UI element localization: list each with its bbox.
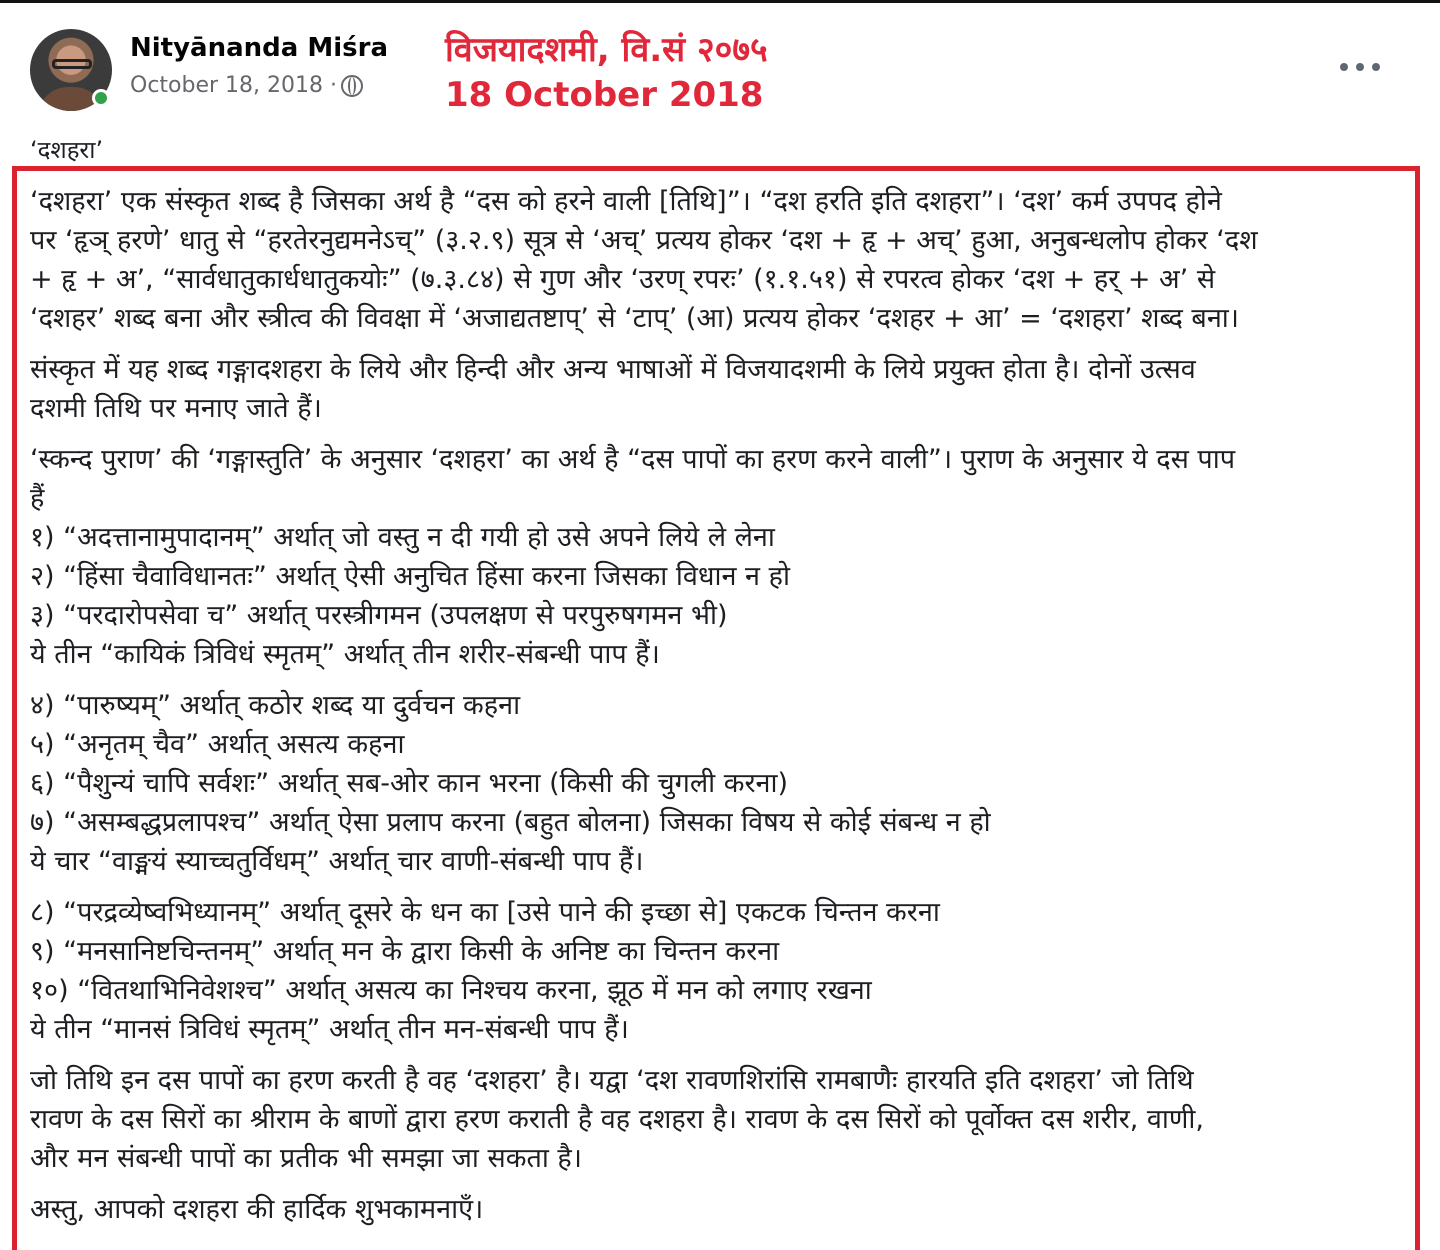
more-dot xyxy=(1356,63,1364,71)
author-name[interactable]: Nityānanda Miśra xyxy=(130,33,388,63)
list-item: ४) “पारुष्यम्” अर्थात् कठोर शब्द या दुर्वचन कहना xyxy=(30,690,521,721)
paragraph-speech-sins xyxy=(30,686,1400,881)
text-line: रावण के दस सिरों का श्रीराम के बाणों द्वारा हरण कराती है वह दशहरा है। रावण के दस सिरों को पूर्वोक्त दस शरीर, वाणी, xyxy=(30,1104,1205,1135)
overlay-date-english: 18 October 2018 xyxy=(445,75,764,115)
text-line: ये तीन “मानसं त्रिविधं स्मृतम्” अर्थात् तीन मन-संबन्धी पाप हैं। xyxy=(30,1014,629,1045)
list-item: ८) “परद्रव्येष्वभिध्यानम्” अर्थात् दूसरे के धन का [उसे पाने की इच्छा से] एकटक चिन्तन करना xyxy=(30,897,940,928)
post-body xyxy=(30,182,1400,1241)
author-avatar[interactable] xyxy=(30,29,112,111)
text-line: ये तीन “कायिकं त्रिविधं स्मृतम्” अर्थात् तीन शरीर-संबन्धी पाप हैं। xyxy=(30,639,660,670)
paragraph-ravana xyxy=(30,1061,1400,1178)
text-line: ‘दशहर’ शब्द बना और स्त्रीत्व की विवक्षा में ‘अजाद्यतष्टाप्’ से ‘टाप्’ (आ) प्रत्यय होकर ‘दशहर + आ’ = ‘दशहरा’ शब्द बना। xyxy=(30,303,1240,334)
list-item: ५) “अनृतम् चैव” अर्थात् असत्य कहना xyxy=(30,729,405,760)
post-date[interactable]: October 18, 2018 · xyxy=(130,73,337,98)
list-item: ३) “परदारोपसेवा च” अर्थात् परस्त्रीगमन (उपलक्षण से परपुरुषगमन भी) xyxy=(30,600,728,631)
post-title: ‘दशहरा’ xyxy=(30,136,104,164)
text-line: दशमी तिथि पर मनाए जाते हैं। xyxy=(30,393,322,424)
paragraph-mind-sins xyxy=(30,893,1400,1049)
list-item: ९) “मनसानिष्टचिन्तनम्” अर्थात् मन के द्वारा किसी के अनिष्ट का चिन्तन करना xyxy=(30,936,780,967)
list-item: १) “अदत्तानामुपादानम्” अर्थात् जो वस्तु न दी गयी हो उसे अपने लिये ले लेना xyxy=(30,522,775,553)
online-status-dot xyxy=(92,89,110,107)
text-line: ये चार “वाङ्मयं स्याच्चतुर्विधम्” अर्थात् चार वाणी-संबन्धी पाप हैं। xyxy=(30,846,644,877)
globe-icon xyxy=(341,75,363,97)
text-line: और मन संबन्धी पापों का प्रतीक भी समझा जा सकता है। xyxy=(30,1143,582,1174)
avatar-glasses xyxy=(52,59,92,69)
text-line: जो तिथि इन दस पापों का हरण करती है वह ‘दशहरा’ है। यद्वा ‘दश रावणशिरांसि रामबाणैः हारयति इति दशहरा’ जो तिथि xyxy=(30,1065,1194,1096)
text-line: पर ‘हृञ् हरणे’ धातु से “हरतेरनुद्यमनेऽच्” (३.२.९) सूत्र से ‘अच्’ प्रत्यय होकर ‘दश + हृ + अच्’ हुआ, अनुबन्धलोप होकर ‘दश xyxy=(30,225,1258,256)
paragraph-body-sins xyxy=(30,440,1400,674)
more-dot xyxy=(1340,63,1348,71)
overlay-date-hindi: विजयादशमी, वि.सं २०७५ xyxy=(445,30,768,70)
list-item: १०) “वितथाभिनिवेशश्च” अर्थात् असत्य का निश्चय करना, झूठ में मन को लगाए रखना xyxy=(30,975,872,1006)
post-meta xyxy=(130,73,363,98)
text-line: ‘स्कन्द पुराण’ की ‘गङ्गास्तुति’ के अनुसार ‘दशहरा’ का अर्थ है “दस पापों का हरण करने वाली”। पुराण के अनुसार ये दस पाप xyxy=(30,444,1236,475)
list-item: ७) “असम्बद्धप्रलापश्च” अर्थात् ऐसा प्रलाप करना (बहुत बोलना) जिसका विषय से कोई संबन्ध न हो xyxy=(30,807,991,838)
list-item: २) “हिंसा चैवाविधानतः” अर्थात् ऐसी अनुचित हिंसा करना जिसका विधान न हो xyxy=(30,561,790,592)
list-item: ६) “पैशुन्यं चापि सर्वशः” अर्थात् सब-ओर कान भरना (किसी की चुगली करना) xyxy=(30,768,789,799)
text-line: ‘दशहरा’ एक संस्कृत शब्द है जिसका अर्थ है “दस को हरने वाली [तिथि]”। “दश हरति इति दशहरा”। ‘दश’ कर्म उपपद होने xyxy=(30,186,1222,217)
more-options-icon[interactable] xyxy=(1340,59,1380,75)
paragraph-etymology xyxy=(30,182,1400,338)
paragraph-greeting xyxy=(30,1190,1400,1229)
more-dot xyxy=(1372,63,1380,71)
text-line: संस्कृत में यह शब्द गङ्गादशहरा के लिये और हिन्दी और अन्य भाषाओं में विजयादशमी के लिये प्रयुक्त होता है। दोनों उत्सव xyxy=(30,354,1196,385)
text-line: अस्तु, आपको दशहरा की हार्दिक शुभकामनाएँ। xyxy=(30,1194,484,1225)
text-line: हैं xyxy=(30,483,45,514)
text-line: + हृ + अ’, “सार्वधातुकार्धधातुकयोः” (७.३.८४) से गुण और ‘उरण् रपरः’ (१.१.५१) से रपरत्व होकर ‘दश + हर् + अ’ से xyxy=(30,264,1216,295)
paragraph-usage xyxy=(30,350,1400,428)
